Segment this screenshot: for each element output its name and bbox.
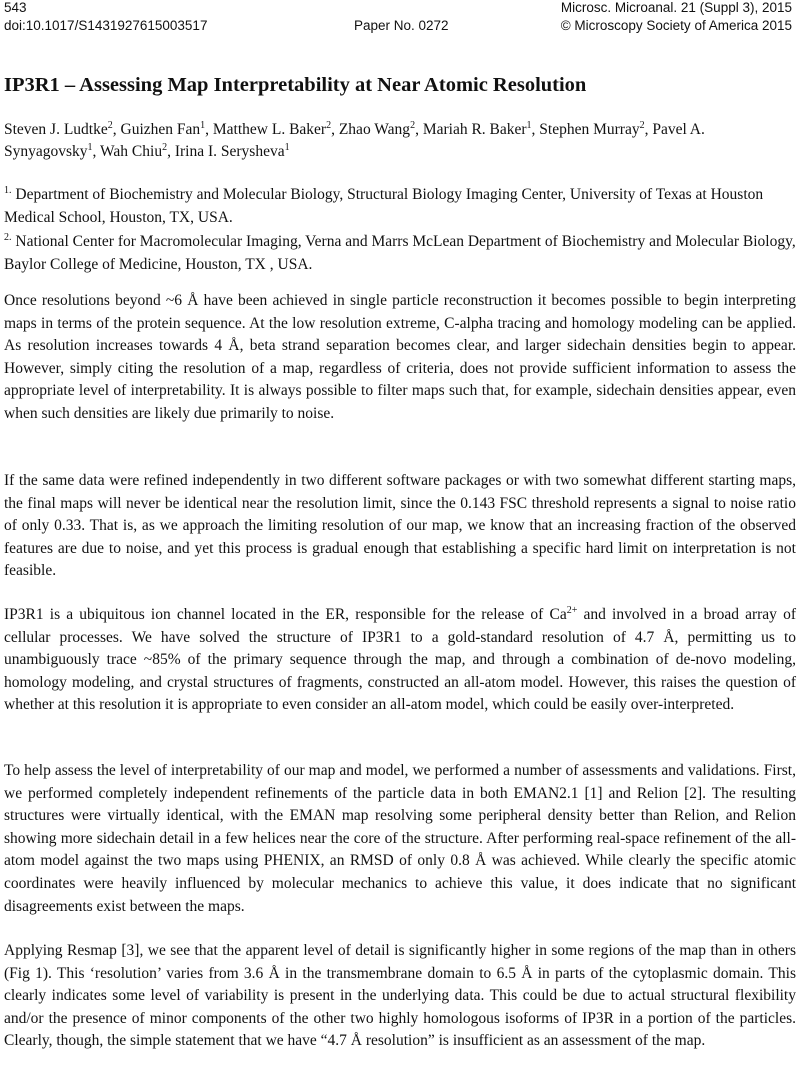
- author-list: Steven J. Ludtke$^2$, Guizhen Fan$^1$, Matthew L. Baker$^2$, Zhao Wang$^2$, Mariah R. Baker$^1$, Stephen Murray$^2$, Pavel A. Synyagovsky$^1$, Wah Chiu$^2$, Irina I. Serysheva$^1$: [4, 120, 705, 160]
- journal-citation: Microsc. Microanal. 21 (Suppl 3), 2015: [560, 0, 792, 15]
- author-affiliation-mark: 2: [326, 120, 332, 131]
- paper-title: IP3R1 – Assessing Map Interpretability at Near Atomic Resolution: [4, 74, 587, 96]
- author: Pavel A. Synyagovsky: [4, 121, 705, 160]
- affiliation-1: [4, 183, 798, 229]
- affiliation-number: 1.: [4, 185, 12, 196]
- author: Stephen Murray: [539, 121, 640, 138]
- author-affiliation-mark: 2: [410, 120, 416, 131]
- author-affiliation-mark: 1: [284, 142, 290, 153]
- author-affiliation-mark: 1: [200, 120, 206, 131]
- paragraph-3-text-continued: and involved in a broad array of cellular processes. We have solved the structure of IP3R1 to a gold-standard resolution of 4.7 Å, permitting us to unambiguously trace ~85% of the primary sequence through the map, and through a combination of de-novo modeling, homology modeling, and crystal structures of fragments, constructed an all-atom model. However, this raises the question of whether at this resolution it is appropriate to even consider an all-atom model, which could be easily over-interpreted.: [4, 606, 796, 714]
- paragraph-1: Once resolutions beyond ~6 Å have been achieved in single particle reconstruction it becomes possible to begin interpreting maps in terms of the protein sequence. At the low resolution extreme, C-alpha tracing and homology modeling can be applied. As resolution increases towards 4 Å, beta strand separation becomes clear, and larger sidechain densities begin to appear. However, simply citing the resolution of a map, regardless of criteria, does not provide sufficient information to assess the appropriate level of interpretability. It is always possible to filter maps such that, for example, sidechain densities appear, even when such densities are likely due primarily to noise.: [4, 292, 796, 422]
- paragraph-4: To help assess the level of interpretability of our map and model, we performed a number of assessments and validations. First, we performed completely independent refinements of the particle data in both EMAN2.1 [1] and Relion [2]. The resulting structures were virtually identical, with the EMAN map resolving some peripheral density better than Relion, and Relion showing more sidechain detail in a few helices near the core of the structure. After performing real-space refinement of the all-atom model against the two maps using PHENIX, an RMSD of only 0.8 Å was achieved. While clearly the specific atomic coordinates were heavily influenced by molecular mechanics to achieve this value, it does indicate that no significant disagreements exist between the maps.: [4, 762, 796, 915]
- affiliation-text: National Center for Macromolecular Imaging, Verna and Marrs McLean Department of Biochemistry and Molecular Biology, Baylor College of Medicine, Houston, TX , USA.: [4, 233, 796, 273]
- paragraph-5: Applying Resmap [3], we see that the apparent level of detail is significantly higher in some regions of the map than in others (Fig 1). This ‘resolution’ varies from 3.6 Å in the transmembrane domain to 6.5 Å in parts of the cytoplasmic domain. This clearly indicates some level of variability is present in the underlying data. This could be due to actual structural flexibility and/or the presence of minor components of the other two highly homologous isoforms of IP3R in a portion of the particles. Clearly, though, the simple statement that we have “4.7 Å resolution” is insufficient as an assessment of the map.: [4, 942, 796, 1050]
- author-affiliation-mark: 1: [526, 120, 532, 131]
- paragraph-2: If the same data were refined independently in two different software packages or with two somewhat different starting maps, the final maps will never be identical near the resolution limit, since the 0.143 FSC threshold represents a signal to noise ratio of only 0.33. That is, as we approach the limiting resolution of our map, we know that an increasing fraction of the observed features are due to noise, and yet this process is gradual enough that establishing a specific hard limit on interpretation is not feasible.: [4, 472, 796, 580]
- author: Irina I. Serysheva: [174, 143, 285, 160]
- page-number: 543: [4, 0, 27, 15]
- author-affiliation-mark: 2: [107, 120, 113, 131]
- affiliation-text: Department of Biochemistry and Molecular Biology, Structural Biology Imaging Center, University of Texas at Houston Medical School, Houston, TX, USA.: [4, 186, 764, 226]
- author: Guizhen Fan: [120, 121, 201, 138]
- author-affiliation-mark: 2: [162, 142, 168, 153]
- affiliation-2: [4, 230, 798, 276]
- author: Wah Chiu: [100, 143, 163, 160]
- author: Matthew L. Baker: [212, 121, 327, 138]
- paragraph-3: [4, 604, 796, 717]
- doi: doi:10.1017/S1431927615003517: [4, 18, 208, 33]
- author: Zhao Wang: [338, 121, 411, 138]
- author: Mariah R. Baker: [422, 121, 527, 138]
- paragraph-3-text: IP3R1 is a ubiquitous ion channel located in the ER, responsible for the release of Ca: [4, 606, 567, 623]
- affiliation-number: 2.: [4, 232, 12, 243]
- author-affiliation-mark: 1: [87, 142, 93, 153]
- calcium-charge-superscript: 2+: [566, 605, 578, 616]
- author: Steven J. Ludtke: [4, 121, 108, 138]
- author-affiliation-mark: 2: [639, 120, 645, 131]
- copyright: © Microscopy Society of America 2015: [560, 18, 792, 33]
- paper-number: Paper No. 0272: [354, 18, 449, 33]
